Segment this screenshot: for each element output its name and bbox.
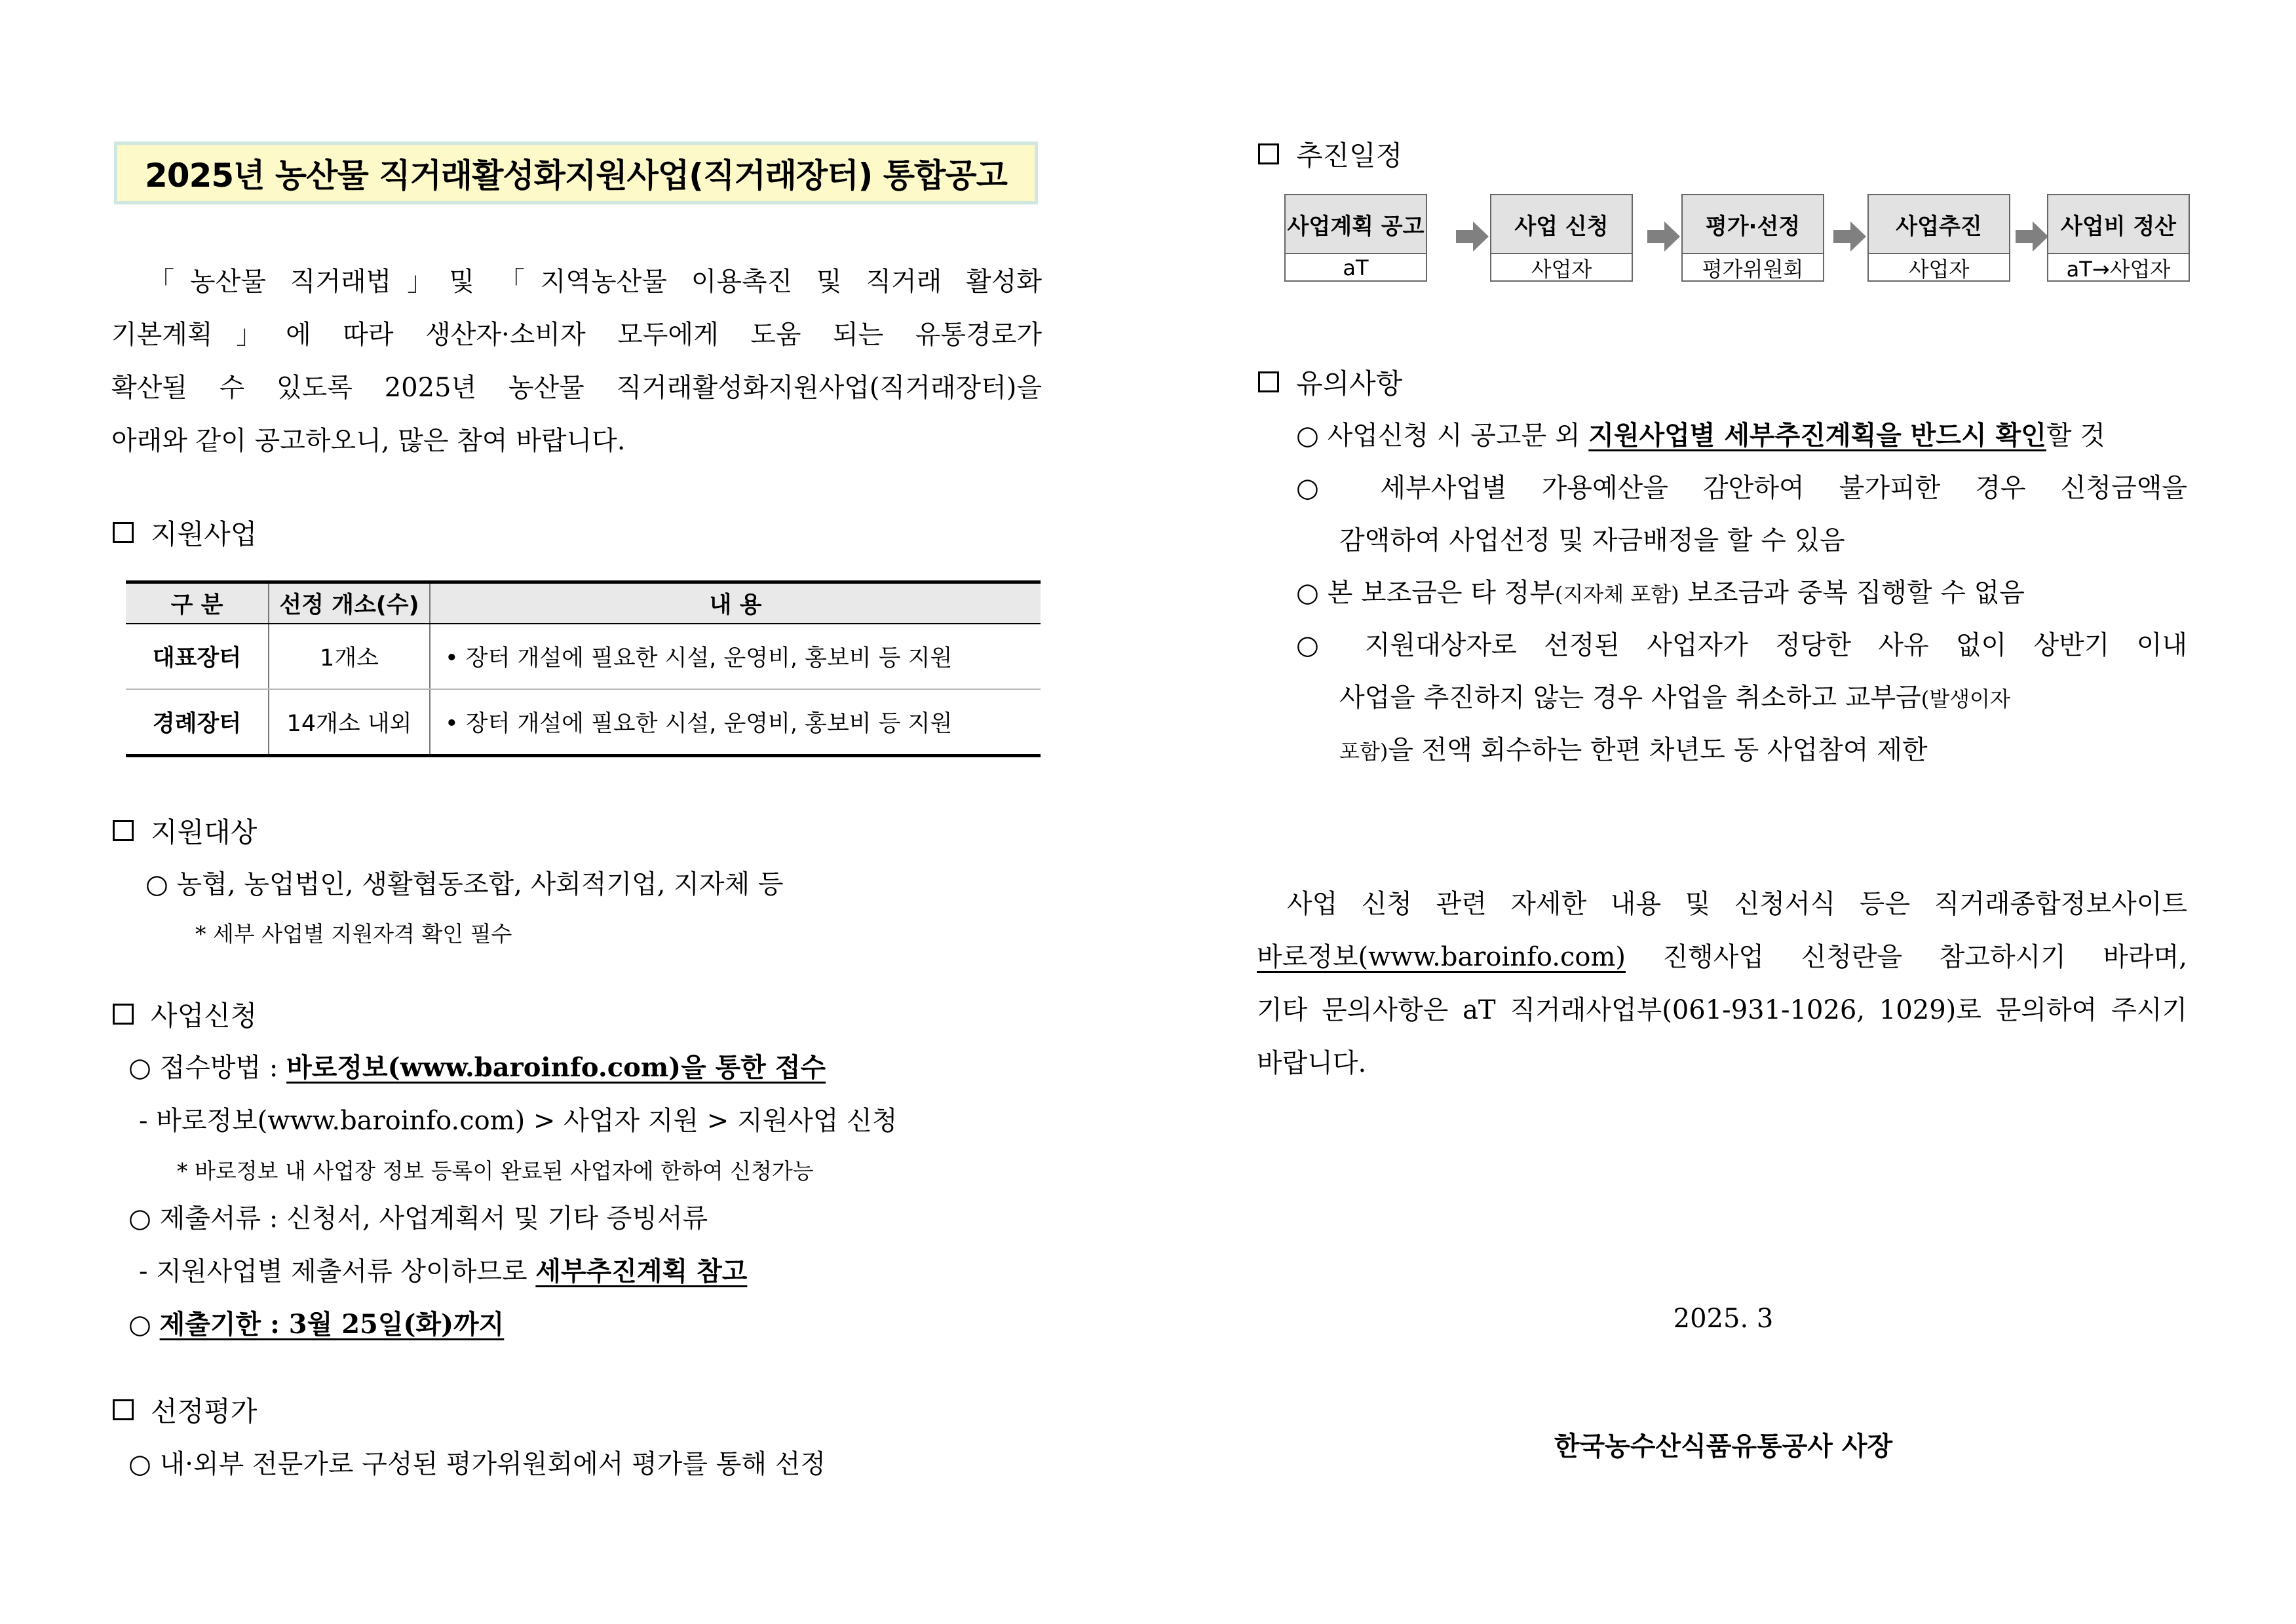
application-deadline: ○ 제출기한 : 3월 25일(화)까지 xyxy=(128,1309,505,1340)
application-method: ○ 접수방법 : 바로정보(www.baroinfo.com)을 통한 접수 xyxy=(128,1052,826,1083)
schedule-step: 평가·선정 평가위원회 xyxy=(1681,194,1824,282)
notice-date: 2025. 3 xyxy=(1673,1304,1774,1334)
notice-title xyxy=(114,142,1038,204)
intro-line-1: 「농산물 직거래법」및 「지역농산물 이용촉진 및 직거래 활성화 xyxy=(148,267,1042,297)
notice-title-text: 2025년 농산물 직거래활성화지원사업(직거래장터) 통합공고 xyxy=(145,157,1007,195)
application-method-value: 바로정보(www.baroinfo.com)을 통한 접수 xyxy=(286,1052,826,1083)
checkbox-square-icon xyxy=(1258,143,1279,164)
baroinfo-link[interactable]: 바로정보(www.baroinfo.com) xyxy=(1257,942,1626,972)
closing-line-2: 바로정보(www.baroinfo.com) 진행사업 신청란을 참고하시기 바라며, xyxy=(1257,942,2187,972)
table-header-count: 선정 개소(수) xyxy=(269,582,430,624)
schedule-step: 사업 신청 사업자 xyxy=(1490,194,1633,282)
checkbox-square-icon xyxy=(113,522,134,543)
arrow-right-icon xyxy=(1833,220,1866,253)
intro-line-3: 확산될 수 있도록 2025년 농산물 직거래활성화지원사업(직거래장터)을 xyxy=(111,373,1042,403)
notes-item-4-line-1: ○ 지원대상자로 선정된 사업자가 정당한 사유 없이 상반기 이내 xyxy=(1296,630,2187,660)
arrow-right-icon xyxy=(1456,220,1489,253)
checkbox-square-icon xyxy=(113,820,134,841)
section-notes-heading: 유의사항 xyxy=(1258,362,1402,402)
notes-item-4-line-2: 사업을 추진하지 않는 경우 사업을 취소하고 교부금(발생이자 xyxy=(1339,683,2010,713)
notes-item-3: ○ 본 보조금은 타 정부(지자체 포함) 보조금과 중복 집행할 수 없음 xyxy=(1296,578,2025,608)
section-evaluation-heading: 선정평가 xyxy=(113,1390,257,1429)
section-schedule-heading: 추진일정 xyxy=(1258,134,1402,174)
notes-item-2-line-1: ○ 세부사업별 가용예산을 감안하여 불가피한 경우 신청금액을 xyxy=(1296,473,2187,503)
schedule-flow xyxy=(1257,194,2190,286)
notes-item-1: ○ 사업신청 시 공고문 외 지원사업별 세부추진계획을 반드시 확인할 것 xyxy=(1296,420,2105,451)
table-row xyxy=(126,624,1041,689)
schedule-step: 사업추진 사업자 xyxy=(1867,194,2010,282)
table-cell-type: 대표장터 xyxy=(126,624,269,689)
evaluation-item: ○ 내·외부 전문가로 구성된 평가위원회에서 평가를 통해 선정 xyxy=(128,1449,826,1479)
table-cell-count: 1개소 xyxy=(269,624,430,689)
intro-line-4: 아래와 같이 공고하오니, 많은 참여 바랍니다. xyxy=(111,426,626,456)
application-path: - 바로정보(www.baroinfo.com) > 사업자 지원 > 지원사업 신청 xyxy=(139,1106,898,1136)
table-header-row xyxy=(126,582,1041,624)
support-project-table xyxy=(126,580,1041,757)
notes-item-4-line-3: 포함)을 전액 회수하는 한편 차년도 동 사업참여 제한 xyxy=(1339,735,1928,765)
application-documents-note: - 지원사업별 제출서류 상이하므로 세부추진계획 참고 xyxy=(139,1256,748,1287)
intro-line-2: 기본계획」에 따라 생산자·소비자 모두에게 도움 되는 유통경로가 xyxy=(111,320,1042,350)
target-item: ○ 농협, 농업법인, 생활협동조합, 사회적기업, 지자체 등 xyxy=(145,869,784,899)
section-target-heading: 지원대상 xyxy=(113,811,257,850)
checkbox-square-icon xyxy=(1258,371,1279,392)
issuer: 한국농수산식품유통공사 사장 xyxy=(1554,1431,1893,1462)
table-cell-type: 경례장터 xyxy=(152,711,242,737)
schedule-step: 사업계획 공고 aT xyxy=(1284,194,1427,282)
checkbox-square-icon xyxy=(113,1004,134,1025)
target-note: * 세부 사업별 지원자격 확인 필수 xyxy=(195,921,512,947)
table-cell-content: • 장터 개설에 필요한 시설, 운영비, 홍보비 등 지원 xyxy=(430,689,1041,756)
table-header-content: 내 용 xyxy=(430,582,1041,624)
closing-line-4: 바랍니다. xyxy=(1257,1048,1367,1078)
notes-item-1-emphasis: 지원사업별 세부추진계획을 반드시 확인 xyxy=(1588,420,2046,451)
arrow-right-icon xyxy=(2016,220,2048,253)
section-application-heading: 사업신청 xyxy=(113,994,257,1034)
detail-plan-reference: 세부추진계획 참고 xyxy=(535,1256,748,1287)
checkbox-square-icon xyxy=(113,1399,134,1420)
closing-line-1: 사업 신청 관련 자세한 내용 및 신청서식 등은 직거래종합정보사이트 xyxy=(1287,889,2187,919)
table-header-type: 구 분 xyxy=(126,582,269,624)
application-documents: ○ 제출서류 : 신청서, 사업계획서 및 기타 증빙서류 xyxy=(128,1203,708,1234)
table-cell-count: 14개소 내외 xyxy=(269,689,430,756)
deadline-value: 제출기한 : 3월 25일(화)까지 xyxy=(159,1309,505,1340)
closing-line-3: 기타 문의사항은 aT 직거래사업부(061-931-1026, 1029)로 문의하여 주시기 xyxy=(1257,995,2187,1025)
arrow-right-icon xyxy=(1647,220,1680,253)
schedule-step: 사업비 정산 aT→사업자 xyxy=(2047,194,2190,282)
notes-item-2-line-2: 감액하여 사업선정 및 자금배정을 할 수 있음 xyxy=(1339,525,1845,556)
section-support-project-heading: 지원사업 xyxy=(113,513,257,552)
application-path-note: * 바로정보 내 사업장 정보 등록이 완료된 사업자에 한하여 신청가능 xyxy=(177,1158,814,1184)
table-row xyxy=(126,689,1041,756)
table-cell-content: • 장터 개설에 필요한 시설, 운영비, 홍보비 등 지원 xyxy=(430,624,1041,689)
